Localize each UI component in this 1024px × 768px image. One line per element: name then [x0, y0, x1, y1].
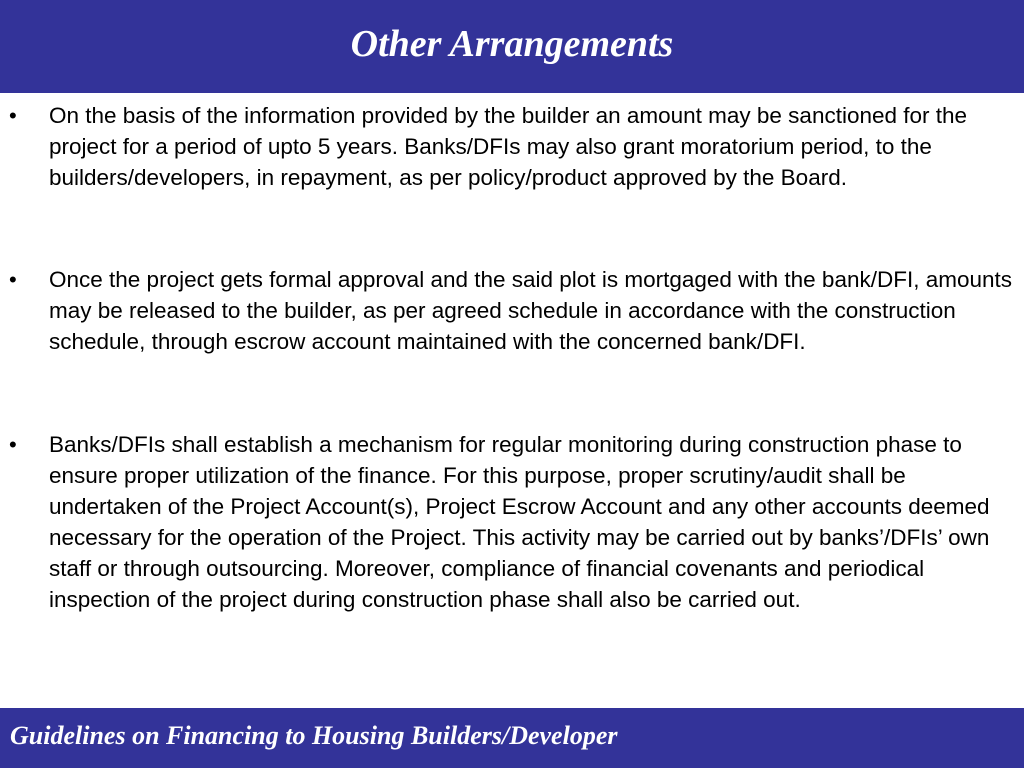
bullet-icon: •	[9, 267, 17, 292]
bullet-icon: •	[9, 103, 17, 128]
footer-title: Guidelines on Financing to Housing Builders/Developer	[10, 720, 618, 750]
bullet-text: On the basis of the information provided by the builder an amount may be sanctioned for the project for a period of upto 5 years. Banks/DFIs may also grant moratorium period, to the builders/developers, in repayment, as per policy/product approved by the Board.	[49, 103, 968, 190]
page-title: Other Arrangements	[350, 22, 674, 65]
footer-banner	[0, 708, 1024, 768]
bullet-text: Once the project gets formal approval and the said plot is mortgaged with the bank/DFI, amounts may be released to the builder, as per agreed schedule in accordance with the construction schedule, through escrow account maintained with the concerned bank/DFI.	[49, 267, 1013, 354]
bullet-text: Banks/DFIs shall establish a mechanism for regular monitoring during construction phase to ensure proper utilization of the finance. For this purpose, proper scrutiny/audit shall be undertaken of the Project Account(s), Project Escrow Account and any other accounts deemed necessary for the operation of the Project. This activity may be carried out by banks’/DFIs’ own staff or through outsourcing. Moreover, compliance of financial covenants and periodical inspection of the project during construction phase shall also be carried out.	[49, 432, 990, 612]
title-banner	[0, 0, 1024, 93]
bullet-icon: •	[9, 432, 17, 457]
